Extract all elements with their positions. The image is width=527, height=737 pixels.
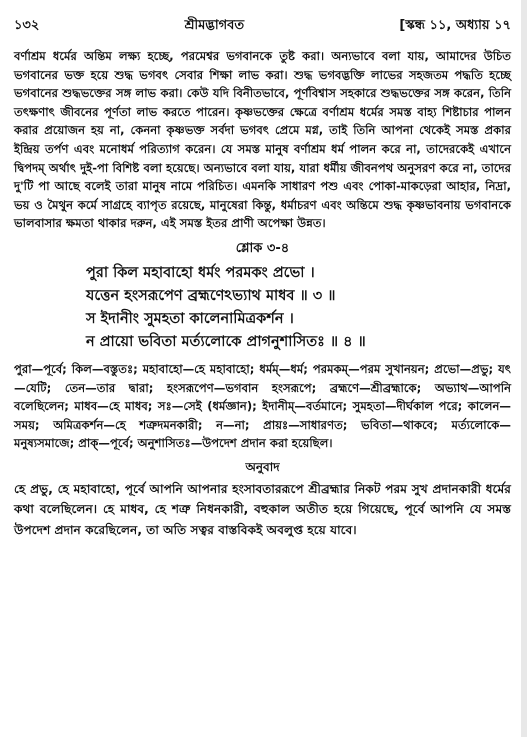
verse-line: যত্তেন হংসরূপেণ ব্রহ্মণেঽভ্যাথ মাধব ॥ ৩ ॥ <box>86 287 336 304</box>
verse-line: পুরা কিল মহাবাহো ধর্মং পরমকং প্রভো । <box>86 264 315 281</box>
chapter-reference: [স্কন্ধ ১১, অধ্যায় ১৭ <box>399 18 511 33</box>
purport-paragraph: বর্ণাশ্রম ধর্মের অন্তিম লক্ষ্য হচ্ছে, পরমেশ্বর ভগবানকে তুষ্ট করা। অন্যভাবে বলা যায়, আমাদের উচিত ভগবানের ভক্ত হয়ে শুদ্ধ ভগবৎ সেবার শিক্ষা লাভ করা। শুদ্ধ ভগবদ্ভক্তি লাভের সহজতম পদ্ধতি হচ্ছে ভগবানের শুদ্ধভক্তের সঙ্গ লাভ করা। কেউ যদি বিনীতভাবে, পূর্ণবিশ্বাস সহকারে শুদ্ধভক্তের সঙ্গ করেন, তিনি তৎক্ষণাৎ জীবনের পূর্ণতা লাভ করতে পারেন। কৃষ্ণভক্তের ক্ষেত্রে বর্ণাশ্রম ধর্মের সমস্ত বাহ্য শিষ্টাচার পালন করার প্রয়োজন হয় না, কেননা কৃষ্ণভক্ত সর্বদা ভগবৎ প্রেমে মগ্ন, তাই তিনি আপনা থেকেই সমস্ত প্রকার ইন্দ্রিয় তর্পণ এবং মনোধর্ম পরিত্যাগ করেন। যে সমস্ত মানুষ বর্ণাশ্রম ধর্ম পালন করে না, তাদেরকেই এখানে দ্বিপদম্ অর্থাৎ দুই-পা বিশিষ্ট বলা হয়েছে। অন্যভাবে বলা যায়, যারা ধর্মীয় জীবনপথ অনুসরণ করে না, তাদের দু'টি পা আছে বলেই তারা মানুষ নামে পরিচিত। এমনকি সাধারণ পশু এবং পোকা-মাকড়েরা আহার, নিদ্রা, ভয় ও মৈথুন কর্মে সাগ্রহে ব্যাপৃত রয়েছে, মানুষেরা কিন্তু, ধর্মাচরণ এবং অন্তিমে শুদ্ধ কৃষ্ণভাবনায় ভগবানকে ভালবাসার ক্ষমতা থাকার দরুন, এই সমস্ত ইতর প্রাণী অপেক্ষা উন্নত। <box>14 49 511 231</box>
book-title: শ্রীমদ্ভাগবত <box>184 18 245 33</box>
translation-heading: অনুবাদ <box>245 459 280 474</box>
word-synonyms: পুরা—পূর্বে; কিল—বস্তুতঃ; মহাবাহো—হে মহাবাহো; ধর্মম্—ধর্ম; পরমকম্—পরম সুখানয়ন; প্রভো—প্রভু; যৎ—যেটি; তেন—তার দ্বারা; হংসরূপেণ—ভগবান হংসরূপে; ব্রহ্মণে—শ্রীব্রহ্মাকে; অভ্যাথ—আপনি বলেছিলেন; মাধব—হে মাধব; সঃ—সেই (ধর্মজ্ঞান); ইদানীম্—বর্তমানে; সুমহতা—দীর্ঘকাল পরে; কালেন—সময়; অমিত্রকর্শন—হে শত্রুদমনকারী; ন—না; প্রায়ঃ—সাধারণত; ভবিতা—থাকবে; মর্ত্যলোকে—মনুষ্যসমাজে; প্রাক্—পূর্বে; অনুশাসিতঃ—উপদেশ প্রদান করা হয়েছিল। <box>14 361 511 451</box>
page-number: ১৩২ <box>14 18 40 33</box>
verse-heading: শ্লোক ৩-৪ <box>235 240 290 256</box>
sanskrit-verse <box>86 262 511 354</box>
page-header <box>14 0 511 47</box>
verse-line: স ইদানীং সুমহতা কালেনামিত্রকর্শন । <box>86 310 294 327</box>
verse-line: ন প্রায়ো ভবিতা মর্ত্যলোকে প্রাগনুশাসিতঃ ॥ ৪ ॥ <box>86 333 366 350</box>
translation-paragraph: হে প্রভু, হে মহাবাহো, পূর্বে আপনি আপনার হংসাবতাররূপে শ্রীব্রহ্মার নিকট পরম সুখ প্রদানকারী ধর্মের কথা বলেছিলেন। হে মাধব, হে শত্রু নিধনকারী, বহুকাল অতীত হয়ে গিয়েছে, পূর্বে আপনি যে সমস্ত উপদেশ প্রদান করেছিলেন, তা অতি সত্বর বাস্তবিকই অবলুপ্ত হয়ে যাবে। <box>14 481 511 537</box>
page-edge-shadow <box>521 0 527 737</box>
